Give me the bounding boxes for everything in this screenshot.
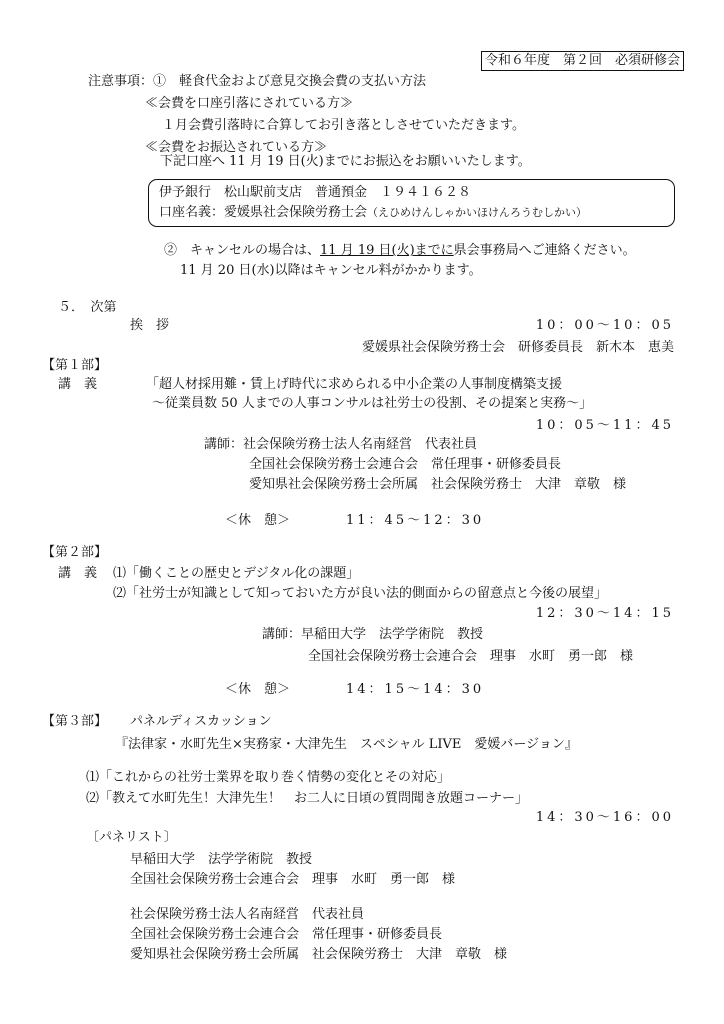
part2-lecturer-line1: 講師：早稲田大学 法学学術院 教授 — [262, 627, 484, 642]
cancel-pre: ② キャンセルの場合は、 — [164, 243, 321, 258]
transfer-heading: ≪会費をお振込されている方≫ — [145, 140, 328, 155]
greeting-speaker: 愛媛県社会保険労務士会 研修委員長 新木本 恵美 — [361, 340, 674, 355]
part2-title-2: ⑵「社労士が知識として知っておいた方が良い法的側面からの留意点と今後の展望」 — [113, 586, 608, 601]
panelist2-line3: 愛知県社会保険労務士会所属 社会保険労務士 大津 章敬 様 — [130, 947, 508, 962]
part1-lecturer-line1: 講師：社会保険労務士法人名南経営 代表社員 — [204, 437, 478, 452]
cancel-post: 県会事務局へご連絡ください。 — [453, 243, 636, 258]
account-name-line — [159, 204, 587, 222]
part1-lecturer-line2: 全国社会保険労務士会連合会 常任理事・研修委員長 — [249, 457, 562, 472]
greeting-label: 挨 拶 — [130, 318, 170, 333]
program-heading: ５． 次第 — [58, 300, 117, 315]
part3-topic-1: ⑴「これからの社労士業界を取り巻く情勢の変化とその対応」 — [86, 770, 451, 785]
account-name: 口座名義：愛媛県社会保険労務士会 — [159, 205, 368, 220]
part1-title-line2: ～従業員数 50 人までの人事コンサルは社労士の役割、その提案と実務～」 — [152, 396, 593, 411]
part1-time: 10：05～11：45 — [535, 418, 674, 433]
account-kana: （えひめけんしゃかいほけんろうむしかい） — [367, 206, 588, 219]
debit-heading: ≪会費を口座引落にされている方≫ — [145, 96, 354, 111]
part2-lecture-label: 講 義 — [58, 566, 98, 581]
part2-break-time: 14：15～14：30 — [346, 682, 485, 697]
part3-topic-2: ⑵「教えて水町先生！大津先生！ お二人に日頃の質問聞き放題コーナー」 — [86, 791, 529, 806]
cancel-line — [164, 242, 636, 260]
part2-title-1: ⑴「働くことの歴史とデジタル化の課題」 — [113, 566, 360, 581]
part1-lecture-label: 講 義 — [58, 377, 98, 392]
part1-break-label: ＜休 憩＞ — [225, 513, 291, 528]
part1-lecturer-line3: 愛知県社会保険労務士会所属 社会保険労務士 大津 章敬 様 — [249, 477, 627, 492]
part2-lecturer-line2: 全国社会保険労務士会連合会 理事 水町 勇一郎 様 — [308, 649, 634, 664]
part2-break-label: ＜休 憩＞ — [225, 682, 291, 697]
panelist1-line1: 早稲田大学 法学学術院 教授 — [130, 852, 313, 867]
part1-break-time: 11：45～12：30 — [346, 513, 485, 528]
panelist1-line2: 全国社会保険労務士会連合会 理事 水町 勇一郎 様 — [130, 872, 456, 887]
greeting-time: 10：00～10：05 — [535, 318, 674, 333]
part3-heading: 【第３部】 — [42, 714, 108, 729]
cancel-deadline: 11 月 19 日(火)までに — [320, 243, 454, 258]
part2-time: 12：30～14：15 — [535, 606, 674, 621]
transfer-text: 下記口座へ 11 月 19 日(火)までにお振込をお願いいたします。 — [160, 154, 531, 169]
debit-text: １月会費引落時に合算してお引き落としさせていただきます。 — [162, 118, 525, 133]
part1-heading: 【第１部】 — [42, 358, 108, 373]
panelist2-line2: 全国社会保険労務士会連合会 常任理事・研修委員長 — [130, 927, 443, 942]
meeting-label: 令和６年度 第２回 必須研修会 — [481, 51, 684, 71]
part1-title-line1: 「超人材採用難・賃上げ時代に求められる中小企業の人事制度構築支援 — [146, 377, 563, 392]
panelists-label: 〔パネリスト〕 — [86, 830, 177, 845]
cancel-fee-text: 11 月 20 日(水)以降はキャンセル料がかかります。 — [180, 263, 482, 278]
part3-time: 14：30～16：00 — [535, 810, 674, 825]
panelist2-line1: 社会保険労務士法人名南経営 代表社員 — [130, 907, 365, 922]
part3-heading-title: パネルディスカッション — [130, 714, 272, 729]
notice-title: 注意事項：① 軽食代金および意見交換会費の支払い方法 — [88, 74, 427, 89]
part3-subtitle: 『法律家・水町先生×実務家・大津先生 スペシャル LIVE 愛媛バージョン』 — [115, 737, 578, 752]
bank-line: 伊予銀行 松山駅前支店 普通預金 １９４１６２８ — [159, 185, 472, 200]
part2-heading: 【第２部】 — [42, 545, 108, 560]
